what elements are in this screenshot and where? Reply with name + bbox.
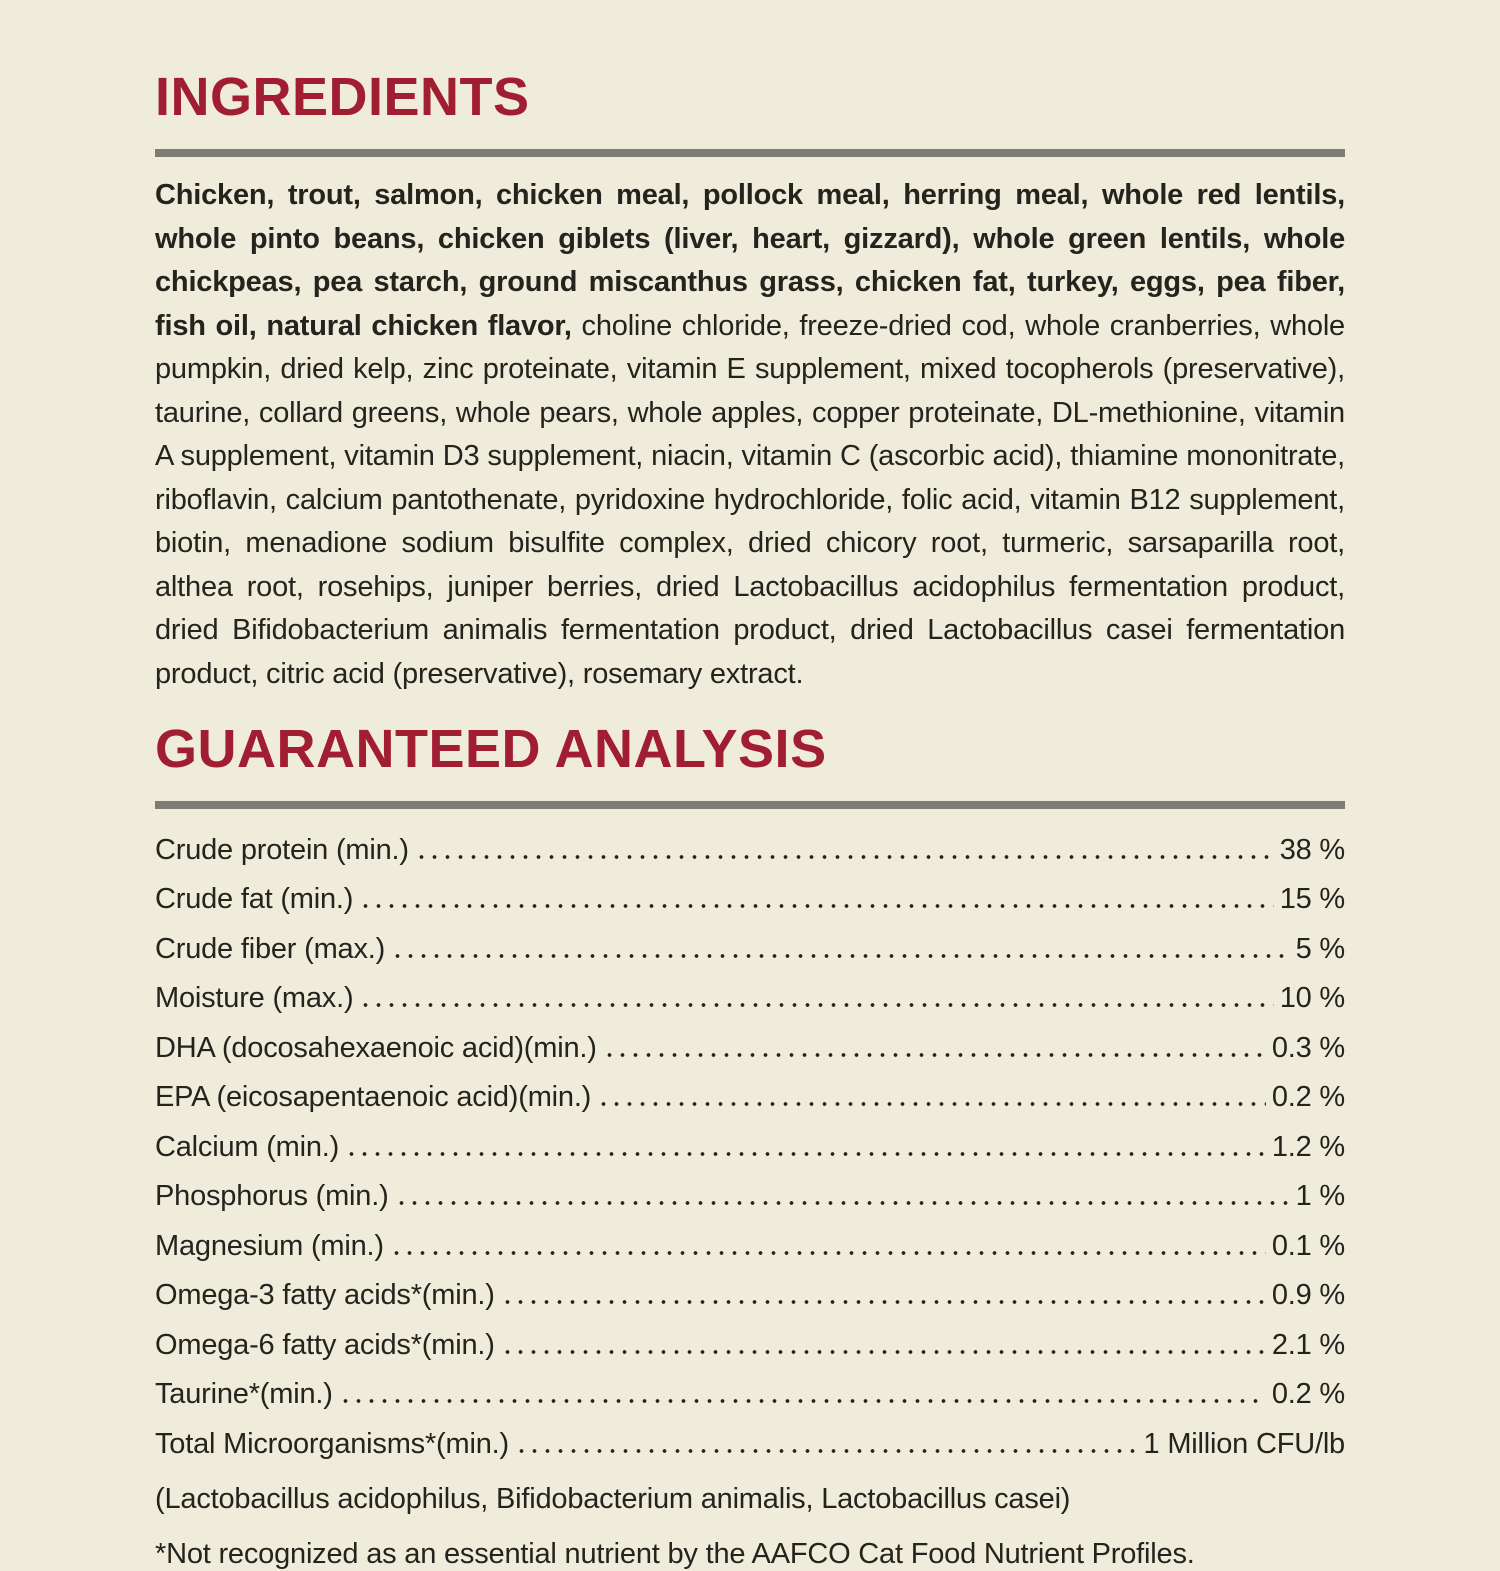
analysis-row-crude-fiber	[155, 924, 1345, 974]
analysis-label: Phosphorus (min.)	[155, 1180, 389, 1212]
analysis-label: Taurine*(min.)	[155, 1378, 333, 1410]
analysis-label: Crude fiber (max.)	[155, 932, 386, 965]
analysis-value: 0.3 %	[1271, 1031, 1345, 1064]
ingredients-section	[155, 67, 1345, 696]
analysis-row-moisture	[155, 974, 1345, 1024]
analysis-row-magnesium	[155, 1221, 1345, 1271]
dot-leader	[515, 1446, 1138, 1456]
analysis-value: 38 %	[1279, 833, 1345, 866]
analysis-value: 1 Million CFU/lb	[1143, 1427, 1345, 1460]
microorganisms-species-note: (Lactobacillus acidophilus, Bifidobacterium animalis, Lactobacillus casei)	[155, 1482, 1071, 1515]
analysis-label: Omega-3 fatty acids*(min.)	[155, 1279, 495, 1311]
guaranteed-analysis-section	[155, 719, 1345, 1571]
analysis-row-calcium	[155, 1122, 1345, 1172]
analysis-label: Crude fat (min.)	[155, 883, 354, 915]
analysis-value: 0.9 %	[1271, 1279, 1345, 1311]
analysis-label: Magnesium (min.)	[155, 1229, 384, 1262]
analysis-label: EPA (eicosapentaenoic acid)(min.)	[155, 1081, 592, 1113]
analysis-row-epa	[155, 1073, 1345, 1123]
aafco-footnote: *Not recognized as an essential nutrient by the AAFCO Cat Food Nutrient Profiles.	[155, 1537, 1195, 1570]
dot-leader	[390, 1248, 1266, 1258]
dot-leader	[501, 1297, 1266, 1307]
ingredients-secondary-list: choline chloride, freeze-dried cod, whole cranberries, whole pumpkin, dried kelp, zinc proteinate, vitamin E supplement, mixed tocopherols (preservative), taurine, collard greens, whole pears, whole apples, copper proteinate, DL-methionine, vitamin A supplement, vitamin D3 supplement, niacin, vitamin C (ascorbic acid), thiamine mononitrate, riboflavin, calcium pantothenate, pyridoxine hydrochloride, folic acid, vitamin B12 supplement, biotin, menadione sodium bisulfite complex, dried chicory root, turmeric, sarsaparilla root, althea root, rosehips, juniper berries, dried Lactobacillus acidophilus fermentation product, dried Bifidobacterium animalis fermentation product, dried Lactobacillus casei fermentation product, citric acid (preservative), rosemary extract.	[155, 309, 1345, 690]
analysis-value: 5 %	[1295, 932, 1345, 965]
dot-leader	[359, 1000, 1273, 1010]
dot-leader	[359, 901, 1273, 911]
analysis-label: Moisture (max.)	[155, 982, 354, 1014]
analysis-row-crude-fat	[155, 875, 1345, 925]
dot-leader	[391, 951, 1290, 961]
dot-leader	[395, 1198, 1290, 1208]
ingredients-title: INGREDIENTS	[155, 67, 530, 127]
analysis-row-taurine	[155, 1370, 1345, 1420]
analysis-row-total-microorganisms	[155, 1419, 1345, 1469]
dot-leader	[345, 1149, 1266, 1159]
analysis-label: Omega-6 fatty acids*(min.)	[155, 1328, 495, 1361]
analysis-row-dha	[155, 1023, 1345, 1073]
analysis-row-crude-protein	[155, 825, 1345, 875]
ingredients-paragraph	[155, 174, 1345, 696]
analysis-value: 2.1 %	[1271, 1328, 1345, 1361]
analysis-label: Total Microorganisms*(min.)	[155, 1427, 509, 1460]
analysis-label: Crude protein (min.)	[155, 833, 409, 866]
analysis-value: 0.2 %	[1271, 1378, 1345, 1410]
dot-leader	[501, 1347, 1266, 1357]
analysis-row-omega6	[155, 1320, 1345, 1370]
ingredients-primary-list: Chicken, trout, salmon, chicken meal, pollock meal, herring meal, whole red lentils, whole pinto beans, chicken giblets (liver, heart, gizzard), whole green lentils, whole chickpeas, pea starch, ground miscanthus grass, chicken fat, turkey, eggs, pea fiber, fish oil, natural chicken flavor,	[155, 179, 1345, 342]
analysis-value: 0.1 %	[1271, 1229, 1345, 1262]
analysis-value: 1 %	[1295, 1180, 1345, 1212]
analysis-label: DHA (docosahexaenoic acid)(min.)	[155, 1031, 597, 1064]
analysis-value: 1.2 %	[1271, 1130, 1345, 1163]
analysis-value: 15 %	[1279, 883, 1345, 915]
analysis-value: 10 %	[1279, 982, 1345, 1014]
ingredients-divider	[155, 149, 1345, 157]
analysis-value: 0.2 %	[1271, 1081, 1345, 1113]
guaranteed-analysis-divider	[155, 801, 1345, 809]
dot-leader	[339, 1396, 1266, 1406]
analysis-row-omega3	[155, 1271, 1345, 1321]
dot-leader	[603, 1050, 1266, 1060]
dot-leader	[597, 1099, 1266, 1109]
analysis-row-phosphorus	[155, 1172, 1345, 1222]
dot-leader	[415, 852, 1274, 862]
analysis-label: Calcium (min.)	[155, 1130, 340, 1163]
guaranteed-analysis-title: GUARANTEED ANALYSIS	[155, 719, 827, 779]
analysis-table	[155, 825, 1345, 1469]
